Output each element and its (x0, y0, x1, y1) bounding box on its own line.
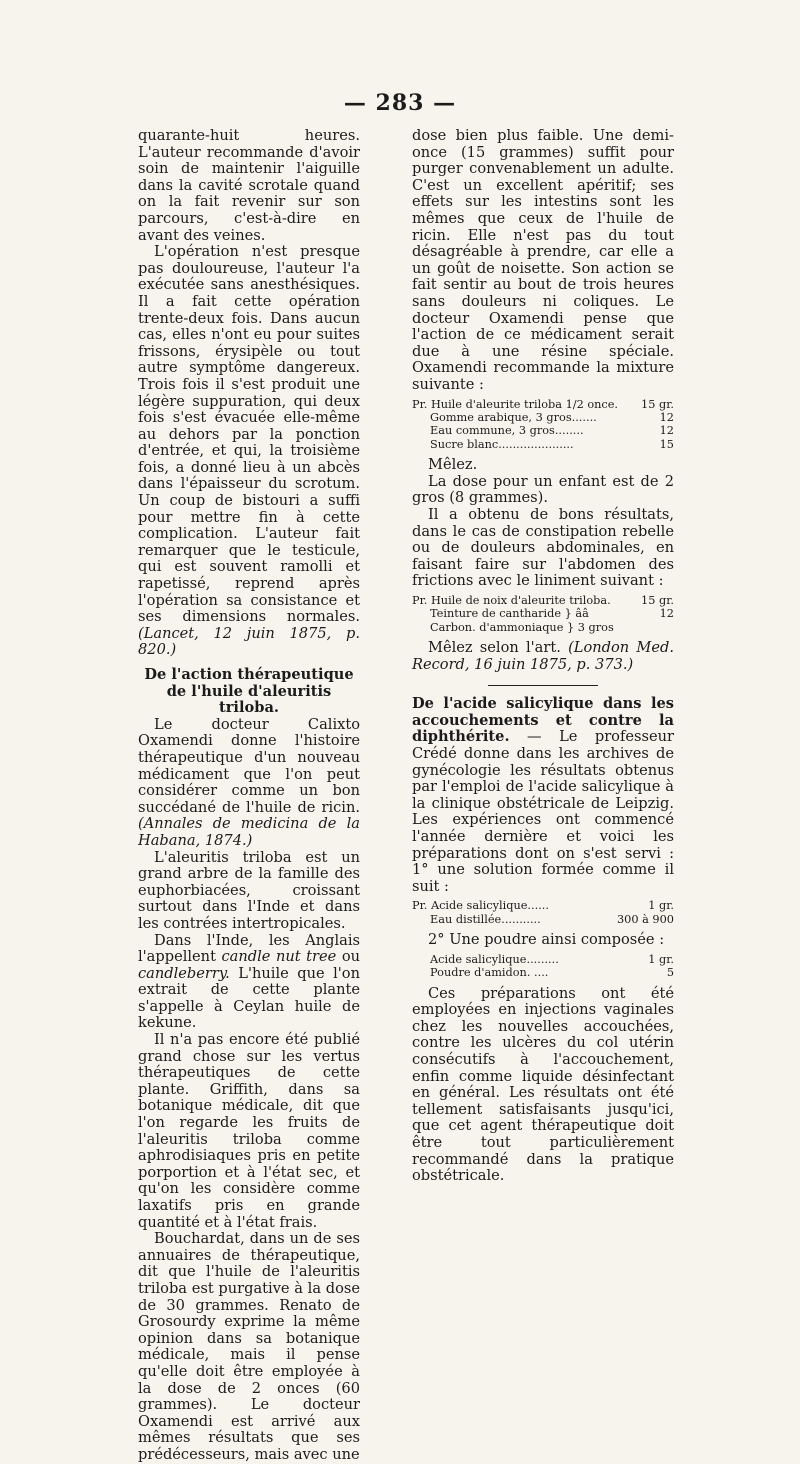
page-number: — 283 — (343, 90, 457, 116)
paragraph (412, 640, 674, 673)
recipe-ingredient: Poudre d'amidon. .... (430, 966, 549, 980)
paragraph-text: Dans l'Inde, les Anglais l'appellent (138, 931, 360, 966)
recipe-dose: 1 gr. (648, 952, 674, 966)
paragraph: Il n'a pas encore été publié grand chose sur les vertus thérapeutiques de cette plante. Griffith, dans sa botanique médicale, dit que l'on regarde les fruits de l'aleuritis triloba comme aphrodisiaques pris en petite porportion et à l'état sec, et qu'on les considère comme laxatifs pris en grande quantité et à l'état frais. (138, 1031, 360, 1231)
recipe-line (412, 438, 674, 451)
paragraph (138, 244, 360, 659)
paragraph: 2° Une poudre ainsi composée : (428, 931, 665, 949)
recipe-ingredient: Sucre blanc..................... (430, 437, 574, 451)
recipe-line (412, 621, 674, 634)
recipe-dose (668, 621, 674, 634)
paragraph: L'aleuritis triloba est un grand arbre de la famille des euphorbiacées, croissant surtout dans l'Inde et dans les contrées intertropicales. (138, 848, 360, 932)
recipe-table (412, 398, 674, 452)
divider (488, 685, 598, 686)
recipe-line (412, 966, 674, 979)
recipe-dose: 15 gr. (641, 593, 674, 607)
recipe-dose: 1 gr. (648, 899, 674, 913)
recipe-dose: 12 (659, 410, 674, 424)
paragraph-text: ou (341, 948, 360, 966)
recipe-ingredient: Acide salicylique......... (430, 952, 559, 966)
paragraph: Mêlez. (428, 456, 478, 474)
recipe-ingredient: Eau distillée........... (430, 912, 541, 926)
recipe-ingredient: Pr. Acide salicylique...... (412, 899, 549, 913)
left-column (138, 128, 360, 1464)
paragraph-text: L'opération n'est presque pas douloureuse, l'auteur l'a exécutée sans anesthésiques. Il a fait cette opération trente-deux fois. Dans aucun cas, elles n'ont eu pour suites frissons, érysipèle ou tout autre symptôme dangereux. Trois fois il s'est produit une légère suppuration, qui deux fois s'est évacuée elle-même au dehors par la ponction d'entrée, et qui, la troisième fois, a donné lieu à un abcès dans l'épaisseur du scrotum. Un coup de bistouri a suffi pour mettre fin à cette complication. L'auteur fait remarquer que le testicule, qui est souvent ramolli et rapetissé, reprend après l'opération sa consistance et ses dimensions normales. (138, 243, 360, 626)
recipe-dose: 5 (666, 966, 674, 980)
paragraph-text: L'huile que l'on extrait de cette plante s'appelle à Ceylan huile de kekune. (138, 964, 360, 1032)
recipe-table (412, 899, 674, 926)
citation: (Annales de medicina de la Habana, 1874.) (138, 815, 360, 849)
recipe-dose: 12 (659, 607, 674, 621)
recipe-ingredient: Eau commune, 3 gros........ (430, 424, 584, 438)
recipe-ingredient: Pr. Huile de noix d'aleurite triloba. (412, 593, 611, 607)
term: candleberry. (138, 964, 230, 982)
section-heading: De l'acide salicylique dans les accouchements et contre la diphthérite. (412, 695, 674, 746)
recipe-table (412, 953, 674, 980)
section-heading: De l'action thérapeutique de l'huile d'aleuritis triloba. (144, 666, 354, 717)
citation: (London Med. Record, 16 juin 1875, p. 373.) (412, 639, 674, 673)
recipe-ingredient: Teinture de cantharide } ââ (430, 607, 589, 621)
recipe-line (412, 424, 674, 437)
paragraph-text: Le docteur Calixto Oxamendi donne l'histoire thérapeutique d'un nouveau médicament que l'on peut considérer comme un bon succédané de l'huile de ricin. (138, 715, 360, 816)
paragraph (412, 696, 674, 895)
recipe-ingredient: Pr. Huile d'aleurite triloba 1/2 once. (412, 397, 619, 411)
recipe-line (412, 607, 674, 620)
paragraph (138, 933, 360, 1033)
paragraph: dose bien plus faible. Une demi-once (15 grammes) suffit pour purger convenablement un adulte. C'est un excellent apéritif; ses effets sur les intestins sont les mêmes que ceux de l'huile de ricin. Elle n'est pas du tout désagréable à prendre, car elle a un goût de noisette. Son action se fait sentir au bout de trois heures sans douleurs ni coliques. Le docteur Oxamendi pense que l'action de ce médicament serait due à une résine spéciale. Oxamendi recommande la mixture suivante : (412, 127, 674, 393)
right-column (412, 128, 674, 1185)
recipe-dose: 15 (659, 437, 674, 451)
paragraph: Bouchardat, dans un de ses annuaires de thérapeutique, dit que l'huile de l'aleuritis triloba est purgative à la dose de 30 grammes. Renato de Grosourdy exprime la même opinion dans sa botanique médicale, mais il pense qu'elle doit être employée à la dose de 2 onces (60 grammes). Le docteur Oxamendi est arrivé aux mêmes résultats que ses prédécesseurs, mais avec une (138, 1230, 360, 1463)
term: candle nut tree (221, 948, 337, 966)
recipe-dose: 12 (659, 424, 674, 438)
recipe-dose: 15 gr. (641, 397, 674, 411)
recipe-dose: 300 à 900 (616, 912, 674, 926)
recipe-line (412, 953, 674, 966)
paragraph-text: — Le professeur Crédé donne dans les archives de gynécologie les résultats obtenus par l'emploi de l'acide salicylique à la clinique obstétricale de Leipzig. Les expériences ont commencé l'année dernière et voici les préparations dont on s'est servi : 1° une solution formée comme il suit : (412, 728, 674, 895)
paragraph: Ces préparations ont été employées en injections vaginales chez les nouvelles accouchées, contre les ulcères du col utérin consécutifs à l'accouchement, enfin comme liquide désinfectant en général. Les résultats ont été tellement satisfaisants jusqu'ici, que cet agent thérapeutique doit être tout particulièrement recommandé dans la pratique obstétricale. (412, 984, 674, 1185)
paragraph (138, 717, 360, 850)
recipe-line (412, 398, 674, 411)
paragraph: La dose pour un enfant est de 2 gros (8 grammes). (412, 472, 674, 507)
paragraph-text: Mêlez selon l'art. (428, 639, 561, 657)
recipe-line (412, 594, 674, 607)
recipe-line (412, 913, 674, 926)
citation: (Lancet, 12 juin 1875, p. 820.) (138, 624, 360, 659)
recipe-ingredient: Gomme arabique, 3 gros....... (430, 410, 597, 424)
recipe-line (412, 411, 674, 424)
recipe-table (412, 594, 674, 634)
recipe-line (412, 899, 674, 912)
recipe-ingredient: Carbon. d'ammoniaque } 3 gros (430, 620, 614, 634)
paragraph: quarante-huit heures. L'auteur recommande d'avoir soin de maintenir l'aiguille dans la cavité scrotale quand on la fait revenir sur son parcours, c'est-à-dire en avant des veines. (138, 127, 360, 244)
paragraph: Il a obtenu de bons résultats, dans le cas de constipation rebelle ou de douleurs abdominales, en faisant faire sur l'abdomen des frictions avec le liniment suivant : (412, 505, 674, 590)
